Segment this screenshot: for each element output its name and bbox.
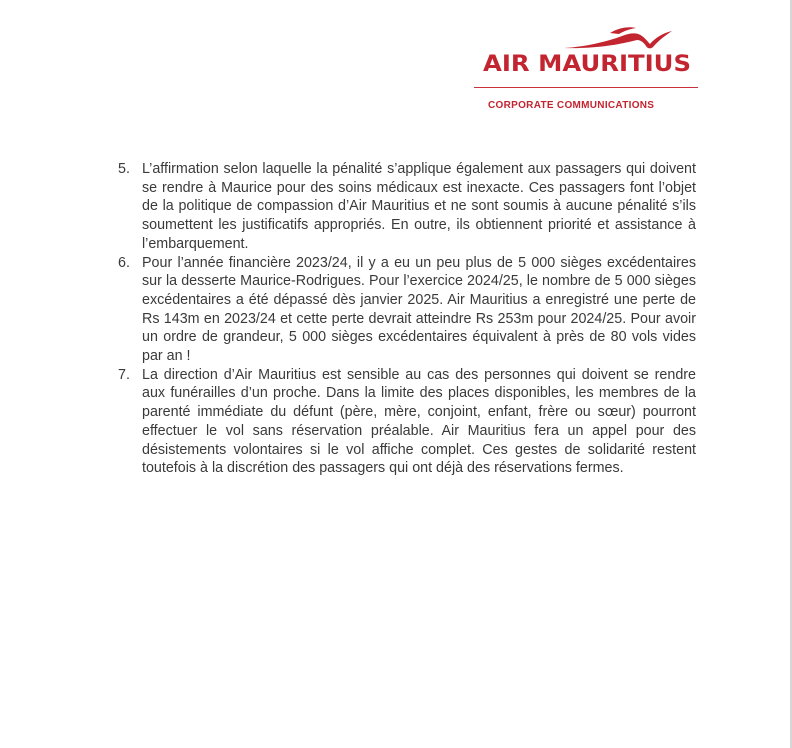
brand-name: AIR MAURITIUS bbox=[483, 52, 691, 77]
item-number: 5. bbox=[118, 161, 130, 177]
list-item bbox=[118, 160, 696, 254]
item-text: La direction d’Air Mauritius est sensible au cas des personnes qui doivent se rendre aux funérailles d’un proche. Dans la limite des places disponibles, les membres de la parenté immédiate du défunt (père, mère, conjoint, enfant, frère ou sœur) pourront effectuer le vol sans réservation préalable. Air Mauritius fera un appel pour des désistements volontaires si le vol affiche complet. Ces gestes de solidarité restent toutefois à la discrétion des passagers qui ont déjà des réservations fermes. bbox=[142, 366, 696, 477]
list-item bbox=[118, 366, 696, 478]
brand-wordmark bbox=[480, 47, 694, 81]
item-text: L’affirmation selon laquelle la pénalité s’applique également aux passagers qui doivent se rendre à Maurice pour des soins médicaux est inexacte. Ces passagers font l’objet de la politique de compassion d’Air Mauritius et ne sont soumis à aucune pénalité s’ils soumettent les justificatifs appropriés. En outre, ils obtiennent priorité et assistance à l’embarquement. bbox=[142, 161, 696, 252]
letterhead-logo bbox=[474, 22, 698, 132]
item-text: Pour l’année financière 2023/24, il y a eu un peu plus de 5 000 sièges excédentaires sur la desserte Maurice-Rodrigues. Pour l’exercice 2024/25, le nombre de 5 000 sièges excédentaires a été dépassé dès janvier 2025. Air Mauritius a enregistré une perte de Rs 143m en 2023/24 et cette perte devrait atteindre Rs 253m pour 2024/25. Pour avoir un ordre de grandeur, 5 000 sièges excédentaires équivalent à près de 80 vols vides par an ! bbox=[142, 254, 696, 365]
list-item bbox=[118, 254, 696, 366]
statement-list bbox=[118, 160, 696, 478]
department-title: CORPORATE COMMUNICATIONS bbox=[488, 100, 655, 111]
item-number: 6. bbox=[118, 254, 130, 271]
item-number: 7. bbox=[118, 366, 130, 383]
header-rule bbox=[474, 87, 698, 88]
